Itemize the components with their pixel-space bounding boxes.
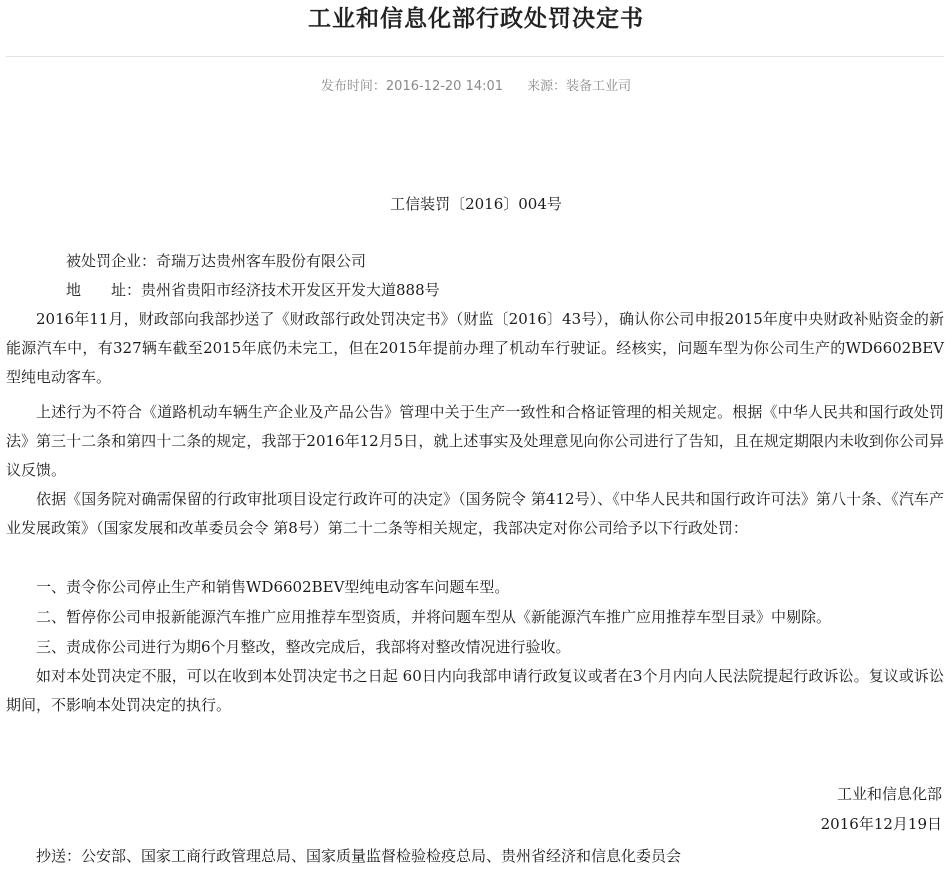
source-label: 来源：: [527, 79, 567, 94]
issue-date: 2016年12月19日: [820, 815, 942, 833]
penalty-item-1: 一、责令你公司停止生产和销售WD6602BEV型纯电动客车问题车型。: [36, 578, 510, 596]
page-title: 工业和信息化部行政处罚决定书: [308, 6, 644, 32]
penalized-company: 被处罚企业：奇瑞万达贵州客车股份有限公司: [66, 252, 367, 270]
paragraph-basis: 依据《国务院对确需保留的行政审批项目设定行政许可的决定》（国务院令 第412号）、《中华人民共和国行政许可法》第八十条、《汽车产业发展政策》（国家发展和改革委员会令 第8号）第二十二条等相关规定，我部决定对你公司给予以下行政处罚：: [6, 490, 944, 537]
issuing-authority: 工业和信息化部: [836, 785, 942, 803]
penalty-item-3: 三、责成你公司进行为期6个月整改，整改完成后，我部将对整改情况进行验收。: [36, 638, 571, 656]
publish-meta: [0, 75, 952, 94]
penalty-item-2: 二、暂停你公司申报新能源汽车推广应用推荐车型资质，并将问题车型从《新能源汽车推广应用推荐车型目录》中剔除。: [36, 608, 832, 626]
address-value: 贵州省贵阳市经济技术开发区开发大道888号: [141, 281, 440, 299]
paragraph-facts: 2016年11月，财政部向我部抄送了《财政部行政处罚决定书》（财监〔2016〕43号），确认你公司申报2015年度中央财政补贴资金的新能源汽车中，有327辆车截至2015年底仍未完工，但在2015年提前办理了机动车行驶证。经核实，问题车型为你公司生产的WD6602BEV型纯电动客车。: [6, 310, 944, 386]
title-divider: [6, 56, 944, 57]
document-number: 工信装罚〔2016〕004号: [390, 195, 562, 213]
publish-time: 2016-12-20 14:01: [385, 79, 504, 94]
company-address: [66, 276, 440, 305]
paragraph-violation: 上述行为不符合《道路机动车辆生产企业及产品公告》管理中关于生产一致性和合格证管理的相关规定。根据《中华人民共和国行政处罚法》第三十二条和第四十二条的规定，我部于2016年12月5日，就上述事实及处理意见向你公司进行了告知，且在规定期限内未收到你公司异议反馈。: [6, 403, 944, 479]
paragraph-appeal: 如对本处罚决定不服，可以在收到本处罚决定书之日起 60日内向我部申请行政复议或者在3个月内向人民法院提起行政诉讼。复议或诉讼期间，不影响本处罚决定的执行。: [6, 667, 944, 714]
source-value: 装备工业司: [566, 79, 632, 94]
address-label: 地 址：: [66, 281, 142, 299]
cc-line: 抄送：公安部、国家工商行政管理总局、国家质量监督检验检疫总局、贵州省经济和信息化委员会: [36, 847, 682, 865]
publish-time-label: 发布时间：: [320, 79, 386, 94]
